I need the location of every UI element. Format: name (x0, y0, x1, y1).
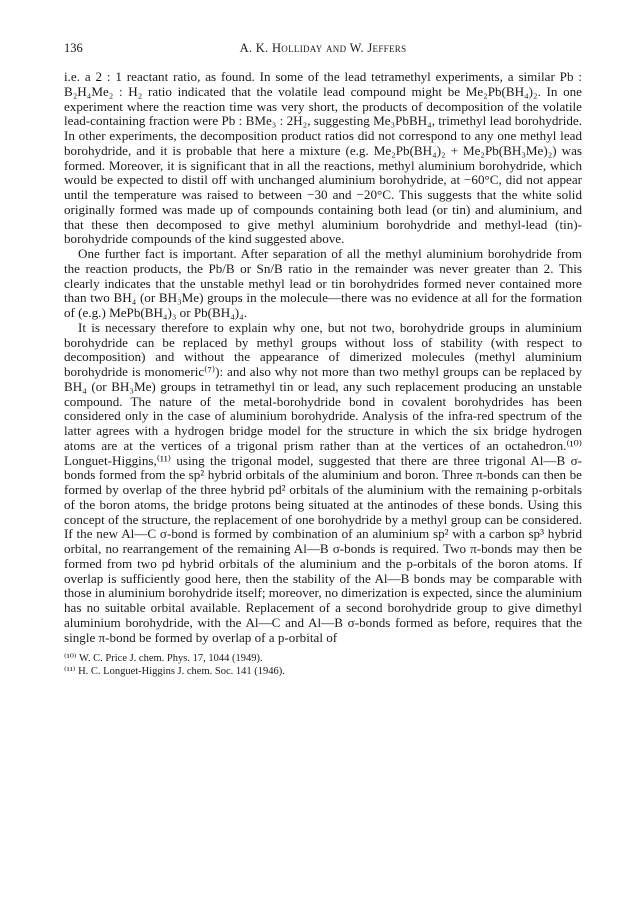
footnotes (64, 652, 582, 678)
journal-page (64, 40, 582, 678)
page-number: 136 (64, 41, 83, 55)
footnote-10: ⁽¹⁰⁾ W. C. Price J. chem. Phys. 17, 1044 (1949). (64, 653, 263, 665)
paragraph-2: One further fact is important. After separation of all the methyl aluminium borohydride from the reaction products, the Pb/B or Sn/B ratio in the remainder was never greater than 2. This clearly indicates that the unstable methyl lead or tin borohydrides formed never contained more than two BH₄ (or BH₃Me) groups in the molecule—there was no evidence at all for the formation of (e.g.) MePb(BH₄)₃ or Pb(BH₄)₄. (64, 246, 582, 320)
footnote-11: ⁽¹¹⁾ H. C. Longuet-Higgins J. chem. Soc. 141 (1946). (64, 666, 285, 678)
paragraph-3: It is necessary therefore to explain why one, but not two, borohydride groups in aluminium borohydride can be replaced by methyl groups without loss of stability (with respect to decomposition) and without the appearance of dimerized molecules (methyl aluminium borohydride is monomeric⁽⁷⁾): and also why not more than two methyl groups can be replaced by BH₄ (or BH₃Me) groups in tetramethyl tin or lead, any such replacement producing an unstable compound. The nature of the metal-borohydride bond in covalent borohydrides has been considered only in the case of aluminium borohydride. Analysis of the infra-red spectrum of the latter agrees with a hydrogen bridge model for the structure in which the six bridge hydrogen atoms are at the vertices of a trigonal prism rather than at the vertices of an octahedron.⁽¹⁰⁾ Longuet-Higgins,⁽¹¹⁾ using the trigonal model, suggested that there are three trigonal Al—B σ-bonds formed from the sp² hybrid orbitals of the aluminium and boron. Three π-bonds can then be formed by overlap of the three hybrid pd² orbitals of the aluminium with the remaining p-orbitals of the boron atoms, the bridge protons being situated at the antinodes of these bonds. Using this concept of the structure, the replacement of one borohydride by a methyl group can be considered. If the new Al—C σ-bond is formed by combination of an aluminium sp² with a carbon sp³ hybrid orbital, no rearrangement of the remaining Al—B σ-bonds is required. Two π-bonds may then be formed from two pd hybrid orbitals of the aluminium and the p-orbitals of the boron atoms. If overlap is sufficiently good here, then the stability of the Al—B bonds may be comparable with those in aluminium borohydride itself; moreover, no dimerization is expected, since the aluminium has no suitable orbital available. Replacement of a second borohydride group to give dimethyl aluminium borohydride, with the Al—C and Al—B σ-bonds formed as before, requires that the single π-bond be formed by overlap of a p-orbital of (64, 319, 583, 645)
paragraph-1: i.e. a 2 : 1 reactant ratio, as found. In some of the lead tetramethyl experiments, a similar Pb : B₂H₄Me₂ : H₂ ratio indicated that the volatile lead compound might be Me₂Pb(BH₄)₂. In one experiment where the reaction time was very short, the products of decomposition of the volatile lead-containing fraction were Pb : BMe₃ : 2H₂, suggesting Me₃PbBH₄, trimethyl lead borohydride. In other experiments, the decomposition product ratios did not correspond to any one methyl lead borohydride, and it is probable that here a mixture (e.g. Me₂Pb(BH₄)₂ + Me₂Pb(BH₃Me)₂) was formed. Moreover, it is significant that in all the reactions, methyl aluminium borohydride, which would be expected to distil off with unchanged aluminium borohydride, at −60°C, did not appear until the temperature was raised to between −30 and −20°C. This suggests that the white solid originally formed was made up of compounds containing both lead (or tin) and aluminium, and that these then decomposed to give methyl aluminium borohydride and methyl-lead (tin)-borohydride compounds of the kind suggested above. (64, 69, 582, 247)
page-header (64, 40, 582, 62)
running-head-authors: A. K. Holliday and W. Jeffers (239, 41, 407, 55)
body-text (64, 70, 582, 645)
